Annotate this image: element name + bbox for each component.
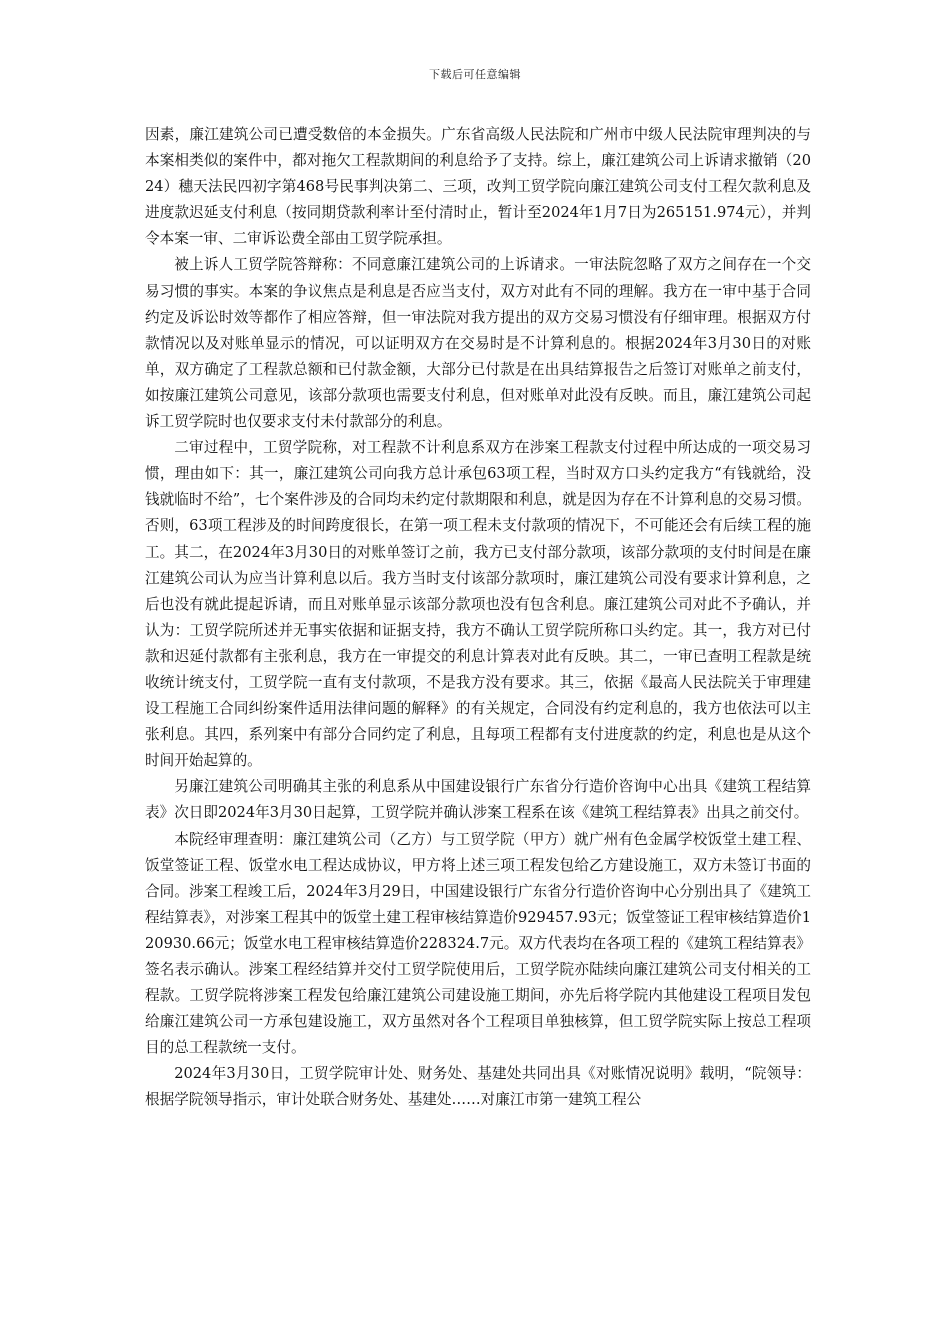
paragraph-1: 因素，廉江建筑公司已遭受数倍的本金损失。广东省高级人民法院和广州市中级人民法院审理判决的与本案相类似的案件中，都对拖欠工程款期间的利息给予了支持。综上，廉江建筑公司上诉请求撤销（2024）穗天法民四初字第468号民事判决第二、三项，改判工贸学院向廉江建筑公司支付工程欠款利息及进度款迟延支付利息（按同期贷款利率计至付清时止，暂计至2024年1月7日为265151.974元），并判令本案一审、二审诉讼费全部由工贸学院承担。 — [145, 126, 811, 248]
paragraph-3: 二审过程中，工贸学院称，对工程款不计利息系双方在涉案工程款支付过程中所达成的一项交易习惯，理由如下：其一，廉江建筑公司向我方总计承包63项工程，当时双方口头约定我方“有钱就给，没钱就临时不给”，七个案件涉及的合同均未约定付款期限和利息，就是因为存在不计算利息的交易习惯。否则，63项工程涉及的时间跨度很长，在第一项工程未支付款项的情况下，不可能还会有后续工程的施工。其二，在2024年3月30日的对账单签订之前，我方已支付部分款项，该部分款项的支付时间是在廉江建筑公司认为应当计算利息以后。我方当时支付该部分款项时，廉江建筑公司没有要求计算利息，之后也没有就此提起诉请，而且对账单显示该部分款项也没有包含利息。廉江建筑公司对此不予确认，并认为：工贸学院所述并无事实依据和证据支持，我方不确认工贸学院所称口头约定。其一，我方对已付款和迟延付款都有主张利息，我方在一审提交的利息计算表对此有反映。其二，一审已查明工程款是统收统计统支付，工贸学院一直有支付款项，不是我方没有要求。其三，依据《最高人民法院关于审理建设工程施工合同纠纷案件适用法律问题的解释》的有关规定，合同没有约定利息的，我方也依法可以主张利息。其四，系列案中有部分合同约定了利息，且每项工程都有支付进度款的约定，利息也是从这个时间开始起算的。 — [145, 439, 811, 770]
paragraph-4: 另廉江建筑公司明确其主张的利息系从中国建设银行广东省分行造价咨询中心出具《建筑工程结算表》次日即2024年3月30日起算，工贸学院并确认涉案工程系在该《建筑工程结算表》出具之前交付。 — [145, 778, 811, 822]
paragraph-6: 2024年3月30日，工贸学院审计处、财务处、基建处共同出具《对账情况说明》载明，“院领导：根据学院领导指示，审计处联合财务处、基建处……对廉江市第一建筑工程公 — [145, 1065, 811, 1109]
document-body — [145, 122, 811, 1114]
paragraph-2: 被上诉人工贸学院答辩称：不同意廉江建筑公司的上诉请求。一审法院忽略了双方之间存在一个交易习惯的事实。本案的争议焦点是利息是否应当支付，双方对此有不同的理解。我方在一审中基于合同约定及诉讼时效等都作了相应答辩，但一审法院对我方提出的双方交易习惯没有仔细审理。根据双方付款情况以及对账单显示的情况，可以证明双方在交易时是不计算利息的。根据2024年3月30日的对账单，双方确定了工程款总额和已付款金额，大部分已付款是在出具结算报告之后签订对账单之前支付，如按廉江建筑公司意见，该部分款项也需要支付利息，但对账单对此没有反映。而且，廉江建筑公司起诉工贸学院时也仅要求支付未付款部分的利息。 — [145, 256, 811, 431]
paragraph-5: 本院经审理查明：廉江建筑公司（乙方）与工贸学院（甲方）就广州有色金属学校饭堂土建工程、饭堂签证工程、饭堂水电工程达成协议，甲方将上述三项工程发包给乙方建设施工，双方未签订书面的合同。涉案工程竣工后，2024年3月29日，中国建设银行广东省分行造价咨询中心分别出具了《建筑工程结算表》，对涉案工程其中的饭堂土建工程审核结算造价929457.93元；饭堂签证工程审核结算造价120930.66元；饭堂水电工程审核结算造价228324.7元。双方代表均在各项工程的《建筑工程结算表》签名表示确认。涉案工程经结算并交付工贸学院使用后，工贸学院亦陆续向廉江建筑公司支付相关的工程款。工贸学院将涉案工程发包给廉江建筑公司建设施工期间，亦先后将学院内其他建设工程项目发包给廉江建筑公司一方承包建设施工，双方虽然对各个工程项目单独核算，但工贸学院实际上按总工程项目的总工程款统一支付。 — [145, 830, 811, 1057]
page-header-note: 下载后可任意编辑 — [429, 68, 521, 81]
